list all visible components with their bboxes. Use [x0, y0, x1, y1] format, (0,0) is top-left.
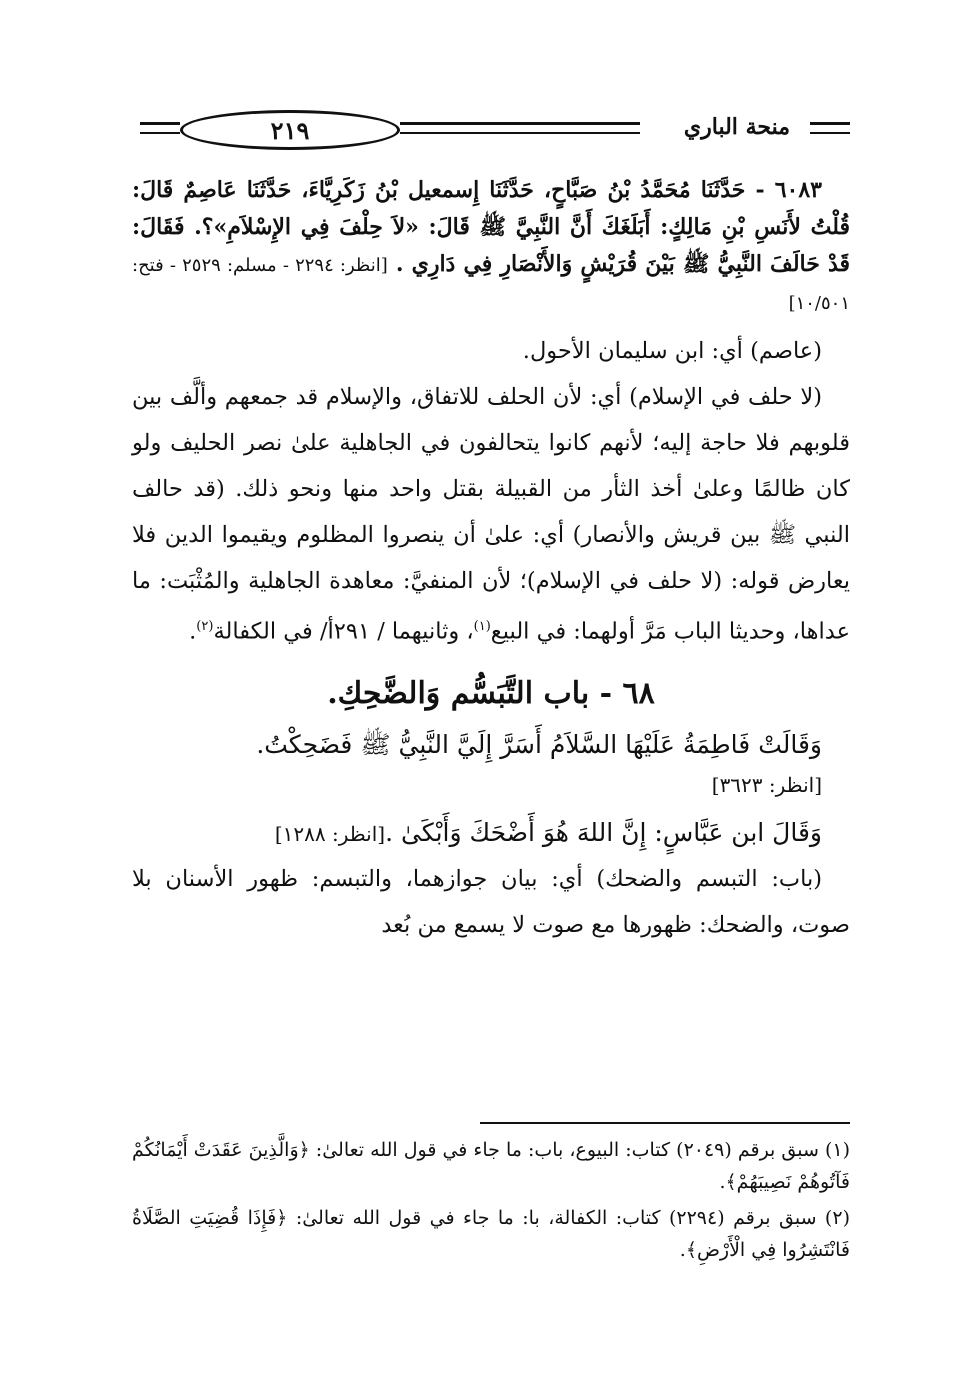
footnote-separator — [480, 1122, 850, 1124]
chapter-title: ٦٨ - باب التَّبَسُّم وَالضَّحِكِ. — [327, 675, 655, 711]
footnotes — [132, 1134, 850, 1270]
page-header — [140, 108, 850, 154]
commentary-paragraph-2-end: . — [189, 618, 197, 645]
footnote-marker-2: (٢) — [196, 619, 214, 634]
chapter-commentary: (باب: التبسم والضحك) أي: بيان جوازهما، والتبسم: ظهور الأسنان بلا صوت، والضحك: ظهورها مع صوت لا يسمع من بُعد — [132, 865, 850, 938]
header-rule-middle-bottom — [400, 132, 640, 134]
commentary-paragraph-1: (عاصم) أي: ابن سليمان الأحول. — [522, 338, 822, 364]
header-rule-left-bottom — [140, 132, 180, 134]
commentary-paragraph-2 — [132, 374, 850, 655]
page-body — [132, 172, 850, 948]
chapter-quote-ibn-abbas — [132, 811, 850, 856]
hadith-reference: [انظر: ٢٢٩٤ - مسلم: ٢٥٢٩ - فتح: ١٠/٥٠١] — [132, 255, 850, 314]
chapter-quote-ibn-abbas-reference: [انظر: ١٢٨٨] — [274, 821, 386, 846]
page-number: ٢١٩ — [270, 115, 310, 145]
footnote-marker-1: (١) — [473, 619, 491, 634]
header-rule-left-top — [140, 122, 180, 125]
book-title: منحة الباري — [683, 114, 790, 140]
page-number-badge — [180, 110, 400, 150]
header-rule-middle-top — [400, 122, 640, 125]
hadith-text — [132, 172, 850, 322]
footnote-2: (٢) سبق برقم (٢٢٩٤) كتاب: الكفالة، با: ما جاء في قول الله تعالىٰ: ﴿فَإِذَا قُضِيَتِ الصَّلَاةُ فَانْتَشِرُوا فِي الْأَرْضِ﴾. — [132, 1207, 850, 1261]
footnote-1: (١) سبق برقم (٢٠٤٩) كتاب: البيوع، باب: ما جاء في قول الله تعالىٰ: ﴿وَالَّذِينَ عَقَدَتْ أَيْمَانُكُمْ فَآتُوهُمْ نَصِيبَهُمْ﴾. — [132, 1139, 850, 1193]
hadith-body: ٦٠٨٣ - حَدَّثَنَا مُحَمَّدُ بْنُ صَبَّاحٍ، حَدَّثَنَا إِسمعيل بْنُ زَكَرِيَّاءَ، حَدَّثَنَا عَاصِمٌ قَالَ: قُلْتُ لأَنَسِ بْنِ مَالِكٍ: أَبَلَغَكَ أَنَّ النَّبِيَّ ﷺ قَالَ: «لاَ حِلْفَ فِي الإِسْلاَمِ»؟. فَقَالَ: قَدْ حَالَفَ النَّبِيُّ ﷺ بَيْنَ قُرَيْشٍ وَالأَنْصَارِ فِي دَارِي . — [132, 177, 851, 277]
commentary-paragraph-2-tail: ، وثانيهما / ٢٩١أ/ في الكفالة — [213, 618, 474, 645]
header-rule-right-top — [810, 122, 850, 125]
commentary-paragraph-2-text: (لا حلف في الإسلام) أي: لأن الحلف للاتفاق، والإسلام قد جمعهم وألَّف بين قلوبهم فلا حاجة إليه؛ لأنهم كانوا يتحالفون في الجاهلية علىٰ نصر الحليف ولو كان ظالمًا وعلىٰ أخذ الثأر من القبيلة بقتل واحد منها ونحو ذلك. (قد حالف النبي ﷺ بين قريش والأنصار) أي: علىٰ أن ينصروا المظلوم ويقيموا الدين فلا يعارض قوله: (لا حلف في الإسلام)؛ لأن المنفيَّ: معاهدة الجاهلية والمُثْبَت: ما عداها، وحديثا الباب مَرَّ أولهما: في البيع — [132, 384, 850, 645]
chapter-quote-fatima-reference: [انظر: ٣٦٢٣] — [711, 772, 822, 797]
chapter-quote-fatima: وَقَالَتْ فَاطِمَةُ عَلَيْهَا السَّلاَمُ أَسَرَّ إِلَيَّ النَّبِيُّ ﷺ فَضَحِكْتُ. — [256, 729, 822, 759]
header-rule-right-bottom — [810, 132, 850, 134]
chapter-quote-ibn-abbas-text: وَقَالَ ابن عَبَّاسٍ: إِنَّ اللهَ هُوَ أَضْحَكَ وَأَبْكَىٰ . — [385, 817, 822, 847]
